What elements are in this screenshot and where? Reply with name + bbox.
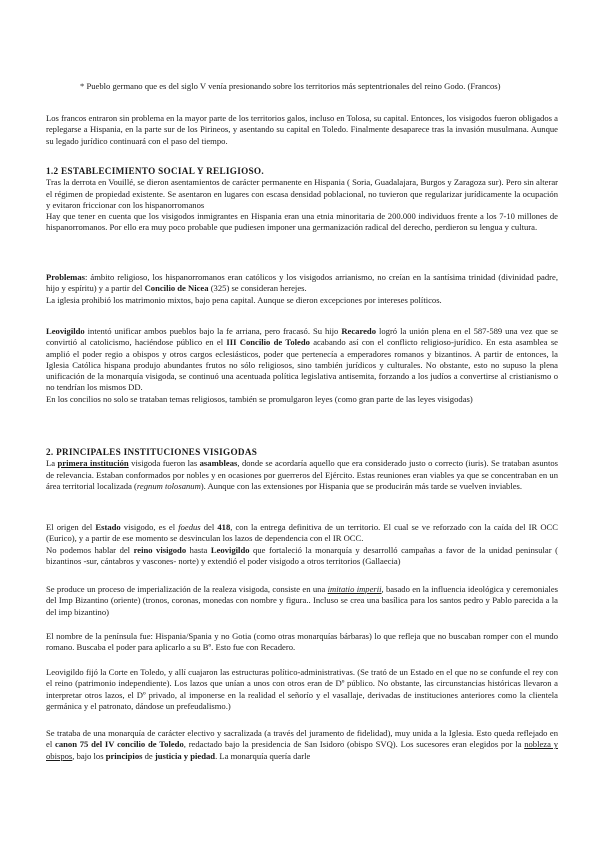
section-heading: 1.2 ESTABLECIMIENTO SOCIAL Y RELIGIOSO. xyxy=(46,166,264,176)
paragraph: Hay que tener en cuenta que los visigodos inmigrantes en Hispania eran una etnia minoritaria de 200.000 individuos frente a los 7-10 millones de hispanorromanos. Por ello era muy poco probable que pudiesen imponer una germanización radical del derecho, perdieron su lengua y cultura. xyxy=(46,211,558,233)
monarquia-paragraph: Se trataba de una monarquía de carácter electivo y sacralizada (a través del juramento de fidelidad), muy unida a la Iglesia. Esto queda reflejado en el canon 75 del IV concilio de Toledo, redactado bajo la presidencia de San Isidoro (obispo SVQ). Los sucesores eran elegidos por la nobleza y obispos, bajo los principios de justicia y piedad. La monarquía quería darle xyxy=(46,728,559,761)
year-418: 418 xyxy=(217,522,231,532)
paragraph: La iglesia prohibió los matrimonio mixtos, bajo pena capital. Aunque se dieron excepciones por intereses políticos. xyxy=(46,294,442,305)
footnote-marker: * xyxy=(80,80,85,91)
section-social-religioso xyxy=(46,166,558,234)
term-reino-visigodo: reino visigodo xyxy=(133,544,187,555)
term-estado: Estado xyxy=(95,522,121,532)
term-foedus: foedus xyxy=(178,522,201,532)
term-canon-75: canon 75 del IV concilio de Toledo xyxy=(55,739,184,750)
term-nobleza-obispos: nobleza y obispos xyxy=(46,739,559,761)
term-asambleas: asambleas xyxy=(199,458,238,469)
leovigildo-paragraph: Leovigildo intentó unificar ambos pueblos bajo la fe arriana, pero fracasó. Su hijo Recaredo logró la unión plena en el 587-589 una vez que se convirtió al catolicismo, haciéndose público en el III Concilio de Toledo acabando así con el conflicto religioso-jurídico. En esta asamblea se amplió el poder regio a obispos y otros cargos eclesiásticos, poder que pertenecía a emperadores romanos y bizantinos. A partir de entonces, la Iglesia Católica hispana produjo abundantes frutos no sólo religiosos, sino también jurídicos y culturales. No obstante, esto no supuso la plena unificación de la monarquía visigoda, se continuó una acentuada política legislativa antisemita, forzando a los judíos a convertirse al cristianismo o no tendrían los mismos DD. En los concilios no solo se trataban temas religiosos, también se promulgaron leyes (como gran parte de las leyes visigodas) xyxy=(46,326,558,404)
name-recaredo: Recaredo xyxy=(341,326,376,336)
imitatio-paragraph: Se produce un proceso de imperialización de la realeza visigoda, consiste en una imitatio imperii, basado en la influencia ideológica y ceremoniales del Imp Bizantino (oriente) (tronos, coronas, monedas con nombre y figura.. Incluso se crea una basílica para los santos pedro y Pablo parecida a la del imp bizantino) xyxy=(46,584,558,617)
footnote-text: Pueblo germano que es del siglo V venía presionando sobre los territorios más septentrionales del reino Godo. (Francos) xyxy=(86,80,501,91)
name-leovigildo: Leovigildo xyxy=(46,326,85,336)
paragraph: En los concilios no solo se trataban temas religiosos, también se promulgaron leyes (como gran parte de las leyes visigodas) xyxy=(46,393,473,404)
paragraph: Tras la derrota en Vouillé, se dieron asentamientos de carácter permanente en Hispania ( Soria, Guadalajara, Burgos y Zaragoza sur). Pero sin alterar el régimen de propiedad existente. Se asentaron en lugares con escasa densidad poblacional, no tuvieron que regularizar jurídicamente la ocupación y evitaron friccionar con los hispanorromanos xyxy=(46,177,558,210)
concilio-nicea: Concilio de Nicea xyxy=(144,283,209,294)
term-regnum: regnum tolosanum xyxy=(136,480,201,491)
nombre-paragraph: El nombre de la península fue: Hispania/Spania y no Gotia (como otras monarquías bárbaras) lo que refleja que no buscaban romper con el mundo romano. Buscaba el poder para aplicarlo a su Bº. Esto fue con Recadero. xyxy=(46,631,558,653)
corte-paragraph: Leovigildo fijó la Corte en Toledo, y allí cuajaron las estructuras político-administrativas. (Se trató de un Estado en el que no se confunde el rey con el reino (patrimonio independiente). Los lazos que unían a unos con otros eran de Dº público. No obstante, las circunstancias históricas llevaron a interpretar otros lazos, el Dº privado, al imponerse en la realidad el señorío y el vasallaje, derivadas de instituciones anteriores como la clientela germánica y el patronato, dándose un prefeudalismo.) xyxy=(46,667,558,711)
problemas-paragraph: Problemas: ámbito religioso, los hispanorromanos eran católicos y los visigodos arrianismo, no creían en la santísima trinidad (divinidad padre, hijo y espíritu) y a partir del Concilio de Nicea (325) se consideran herejes. La iglesia prohibió los matrimonio mixtos, bajo pena capital. Aunque se dieron excepciones por intereses políticos. xyxy=(46,272,558,305)
footnote xyxy=(80,72,558,100)
term-problemas: Problemas xyxy=(46,272,85,282)
term-primera-institucion: primera institución xyxy=(57,458,129,469)
estado-paragraph: El origen del Estado visigodo, es el foedus del 418, con la entrega definitiva de un territorio. El cual se ve reforzado con la caída del IR OCC (Eurico), y a partir de ese momento se desvinculan los lazos de dependencia con el IR OCC. No podemos hablar del reino visigodo hasta Leovigildo que fortaleció la monarquía y desarrolló campañas a favor de la unidad peninsular ( bizantinos -sur, cántabros y vascones- norte) y extendió el poder visigodo a otros territorios (Gallaecia) xyxy=(46,522,559,566)
term-imitatio-imperii: imitatio imperii xyxy=(327,584,382,594)
term-principios: principios xyxy=(105,750,143,761)
concilio-toledo-iii: III Concilio de Toledo xyxy=(226,337,310,348)
section-instituciones: 2. PRINCIPALES INSTITUCIONES VISIGODAS La primera institución visigoda fueron las asambleas, donde se acordaría aquello que era considerado justo o correcto (iuris). Se trataban asuntos de relevancia. Estaban conformados por nobles y en ocasiones por guerreros del Ejército. Estas reuniones eran viables ya que se concentraban en un área territorial localizada (regnum tolosanum). Aunque con las extensiones por Hispania que se producirán más tarde se vuelven inviables. xyxy=(46,447,558,491)
term-justicia-piedad: justicia y piedad xyxy=(154,750,216,761)
name-leovigildo: Leovigildo xyxy=(210,544,250,555)
intro-paragraph: Los francos entraron sin problema en la mayor parte de los territorios galos, incluso en Tolosa, su capital. Entonces, los visigodos fueron obligados a replegarse a Hispania, en la parte sur de los Pirineos, y asentando su capital en Toledo. Finalmente desaparece tras la invasión musulmana. Aunque su legado jurídico continuará con el paso del tiempo. xyxy=(46,113,558,146)
section-heading: 2. PRINCIPALES INSTITUCIONES VISIGODAS xyxy=(46,447,258,457)
